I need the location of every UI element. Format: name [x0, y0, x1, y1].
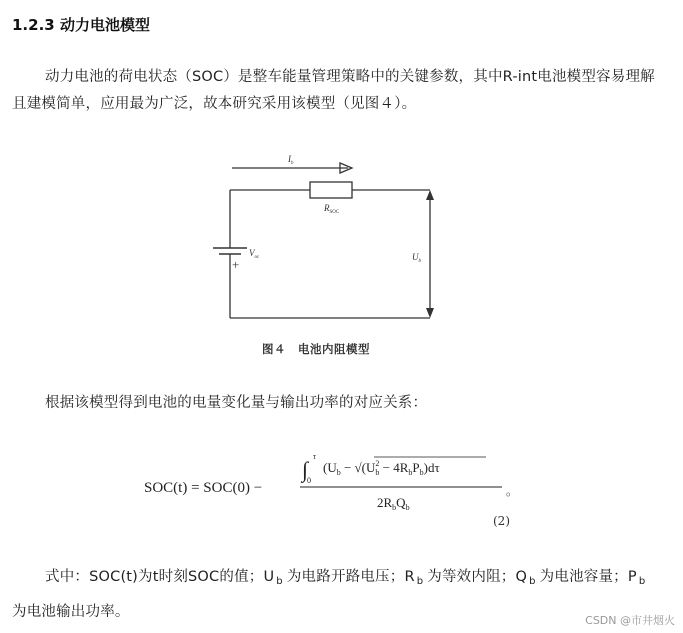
- def-text-2: 为电路开路电压；R: [286, 569, 415, 585]
- equation-period: 。: [506, 484, 519, 498]
- battery-circuit-diagram: [200, 150, 460, 330]
- integral-lower-limit: 0: [307, 476, 311, 485]
- watermark: CSDN @市井烟火: [585, 614, 675, 627]
- section-title: 动力电池模型: [59, 16, 150, 34]
- soc-equation: [140, 445, 530, 535]
- def-sub-p: b: [638, 576, 646, 587]
- equation-number: (2): [493, 514, 510, 528]
- figure-caption: 图４ 电池内阻模型: [262, 342, 370, 356]
- relation-paragraph: 根据该模型得到电池的电量变化量与输出功率的对应关系：: [45, 395, 428, 411]
- equation-denominator: $2R_bQ_b$: [377, 495, 410, 512]
- voltage-arrow-head-bottom: [426, 308, 434, 318]
- equation-numerator: ($U_b - √(U_b2 - 4R_bP_b)d\tau$: [323, 459, 440, 477]
- voltage-arrow-head-top: [426, 190, 434, 200]
- def-text-1: 式中：SOC(t)为t时刻SOC的值；U: [45, 569, 275, 585]
- def-text-5: 为电池输出功率。: [12, 604, 130, 620]
- def-sub-r: b: [416, 576, 424, 587]
- def-sub-u: b: [276, 576, 283, 587]
- source-label: $V_{oc}$: [249, 248, 260, 260]
- integral-sign: ∫: [302, 457, 309, 482]
- equation-lhs: SOC(t) = SOC(0) −: [144, 480, 263, 496]
- def-text-3: 为等效内阻；Q: [427, 569, 528, 585]
- battery-plus-sign: +: [232, 257, 240, 272]
- integral-upper-limit: τ: [313, 452, 316, 461]
- resistor-symbol: [310, 182, 352, 198]
- voltage-label: $U_b$: [412, 252, 421, 264]
- section-heading: [12, 14, 150, 35]
- def-text-4: 为电池容量；P: [539, 569, 637, 585]
- section-number: 1.2.3: [12, 16, 55, 34]
- def-sub-q: b: [529, 576, 536, 587]
- intro-paragraph: 动力电池的荷电状态（SOC）是整车能量管理策略中的关键参数，其中R-int电池模型容易理解且建模简单，应用最为广泛，故本研究采用该模型（见图４）。: [12, 69, 655, 112]
- definitions-paragraph: [12, 562, 662, 627]
- current-label: $I_b$: [288, 154, 294, 166]
- resistor-label: $R_{SOC}$: [324, 203, 340, 215]
